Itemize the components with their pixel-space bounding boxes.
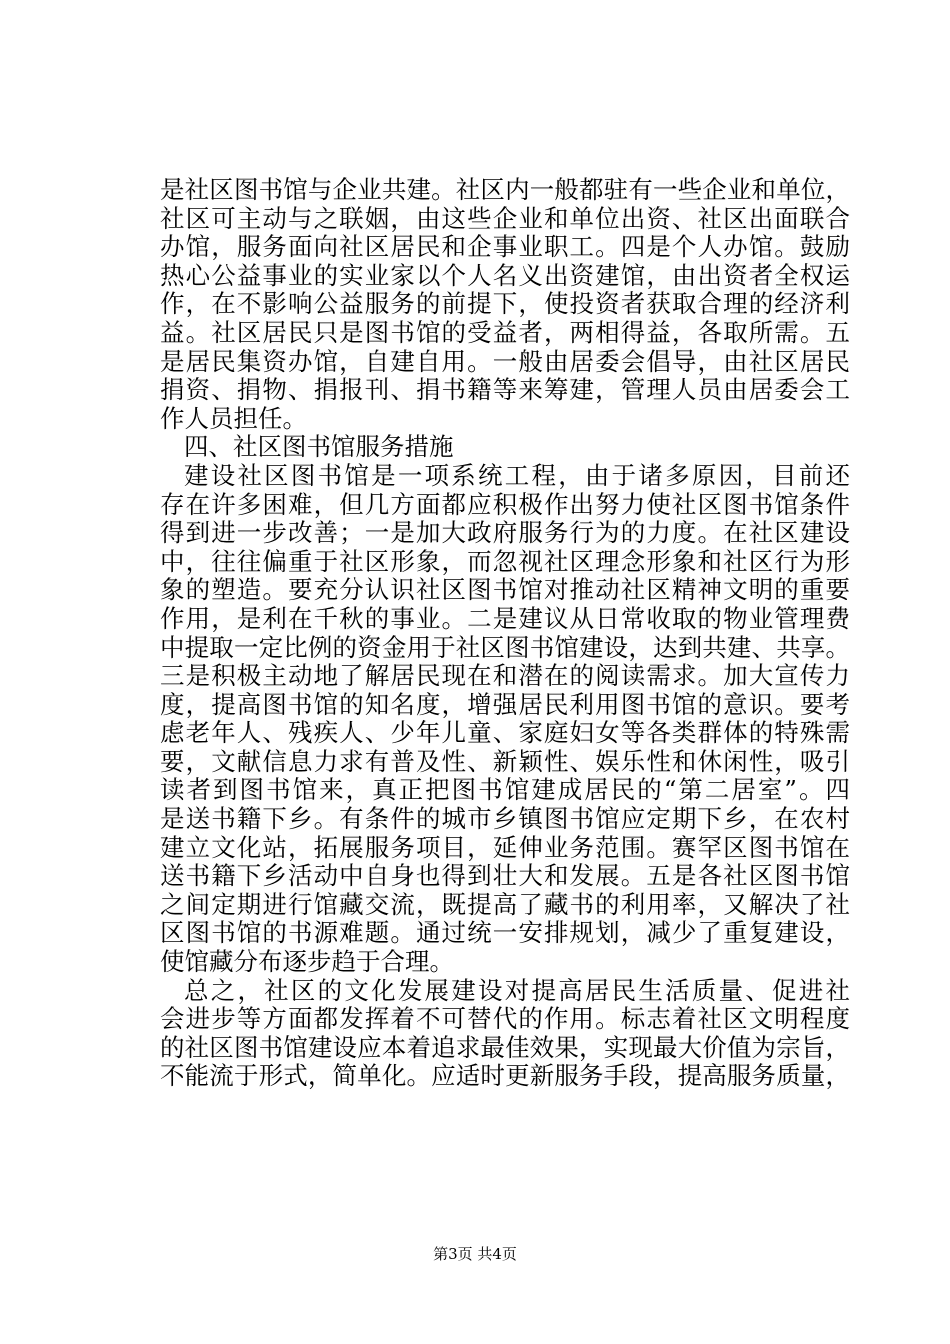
paragraph-line: 作，在不影响公益服务的前提下，使投资者获取合理的经济利 xyxy=(160,289,850,319)
section-heading: 四、社区图书馆服务措施 xyxy=(184,432,454,462)
paragraph-line: 建立文化站，拓展服务项目，延伸业务范围。赛罕区图书馆在 xyxy=(160,832,850,862)
paragraph-line: 是社区图书馆与企业共建。社区内一般都驻有一些企业和单位， xyxy=(160,175,850,204)
paragraph-line: 区图书馆的书源难题。通过统一安排规划，减少了重复建设， xyxy=(160,918,850,948)
paragraph-line: 虑老年人、残疾人、少年儿童、家庭妇女等各类群体的特殊需 xyxy=(160,718,850,748)
paragraph-line: 要，文献信息力求有普及性、新颖性、娱乐性和休闲性，吸引 xyxy=(160,746,850,776)
paragraph-line: 存在许多困难，但几方面都应积极作出努力使社区图书馆条件 xyxy=(160,489,850,519)
paragraph-line: 建设社区图书馆是一项系统工程，由于诸多原因，目前还 xyxy=(184,460,850,490)
paragraph-line: 得到进一步改善；一是加大政府服务行为的力度。在社区建设 xyxy=(160,518,850,548)
paragraph-line: 度，提高图书馆的知名度，增强居民利用图书馆的意识。要考 xyxy=(160,689,850,719)
paragraph-line: 作用，是利在千秋的事业。二是建议从日常收取的物业管理费 xyxy=(160,603,850,633)
paragraph-line: 三是积极主动地了解居民现在和潜在的阅读需求。加大宣传力 xyxy=(160,661,850,691)
paragraph-line: 是送书籍下乡。有条件的城市乡镇图书馆应定期下乡，在农村 xyxy=(160,804,850,834)
paragraph-line: 办馆，服务面向社区居民和企事业职工。四是个人办馆。鼓励 xyxy=(160,232,850,262)
paragraph-line: 不能流于形式，简单化。应适时更新服务手段，提高服务质量， xyxy=(160,1061,850,1091)
paragraph-line: 送书籍下乡活动中自身也得到壮大和发展。五是各社区图书馆 xyxy=(160,861,850,891)
paragraph-line: 会进步等方面都发挥着不可替代的作用。标志着社区文明程度 xyxy=(160,1004,850,1034)
paragraph-line: 社区可主动与之联姻，由这些企业和单位出资、社区出面联合 xyxy=(160,203,850,233)
paragraph-line: 总之，社区的文化发展建设对提高居民生活质量、促进社 xyxy=(184,975,850,1005)
paragraph-line: 象的塑造。要充分认识社区图书馆对推动社区精神文明的重要 xyxy=(160,575,850,605)
paragraph-line: 中提取一定比例的资金用于社区图书馆建设，达到共建、共享。 xyxy=(160,632,850,662)
paragraph-line: 捐资、捐物、捐报刊、捐书籍等来筹建，管理人员由居委会工 xyxy=(160,375,850,405)
paragraph-line: 的社区图书馆建设应本着追求最佳效果，实现最大价值为宗旨， xyxy=(160,1032,850,1062)
paragraph-line: 热心公益事业的实业家以个人名义出资建馆，由出资者全权运 xyxy=(160,260,850,290)
paragraph-line: 益。社区居民只是图书馆的受益者，两相得益，各取所需。五 xyxy=(160,317,850,347)
page-number-footer: 第3页 共4页 xyxy=(433,1245,517,1263)
paragraph-line: 是居民集资办馆，自建自用。一般由居委会倡导，由社区居民 xyxy=(160,346,850,376)
paragraph-line: 之间定期进行馆藏交流，既提高了藏书的利用率，又解决了社 xyxy=(160,889,850,919)
paragraph-line: 读者到图书馆来，真正把图书馆建成居民的“第二居室”。四 xyxy=(160,775,850,805)
paragraph-line: 中，往往偏重于社区形象，而忽视社区理念形象和社区行为形 xyxy=(160,546,850,576)
paragraph-line: 使馆藏分布逐步趋于合理。 xyxy=(160,947,454,977)
document-body xyxy=(160,176,850,1091)
paragraph-line: 作人员担任。 xyxy=(160,403,307,433)
